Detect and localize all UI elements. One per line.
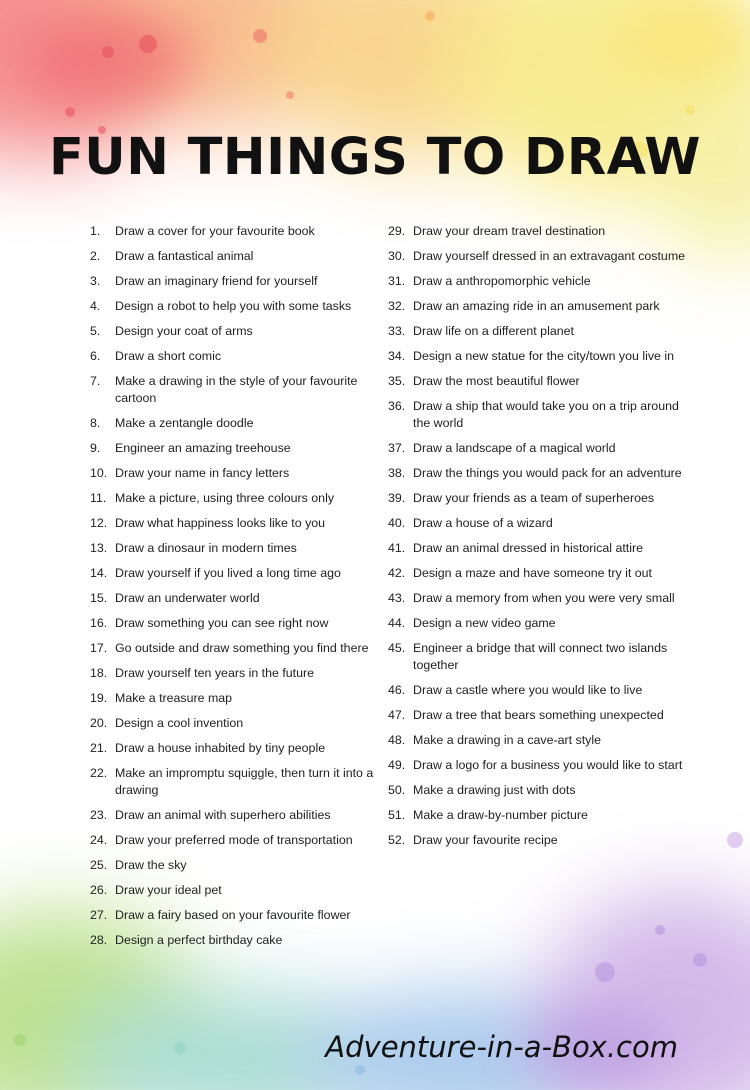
- list-item: [90, 273, 382, 290]
- item-number: 12.: [90, 516, 108, 530]
- item-text: Design a maze and have someone try it out: [413, 566, 652, 580]
- item-number: 21.: [90, 741, 108, 755]
- item-text: Design a new statue for the city/town you live in: [413, 349, 675, 363]
- item-number: 14.: [90, 566, 108, 580]
- item-text: Draw your ideal pet: [115, 883, 222, 897]
- list-item: [90, 490, 382, 507]
- item-number: 15.: [90, 591, 108, 605]
- item-text: Draw the sky: [115, 858, 187, 872]
- item-text: Draw a short comic: [115, 349, 222, 363]
- list-item: [90, 690, 382, 707]
- item-number: 7.: [90, 374, 101, 388]
- item-number: 41.: [388, 541, 406, 555]
- list-item: [90, 415, 382, 432]
- item-number: 27.: [90, 908, 108, 922]
- item-number: 11.: [90, 491, 107, 505]
- item-number: 16.: [90, 616, 108, 630]
- item-number: 44.: [388, 616, 406, 630]
- item-text: Draw a logo for a business you would like to start: [413, 758, 683, 772]
- item-text: Draw the most beautiful flower: [413, 374, 580, 388]
- list-item: [388, 832, 688, 849]
- item-text: Draw a ship that would take you on a trip around the world: [413, 399, 679, 430]
- item-text: Draw a tree that bears something unexpected: [413, 708, 664, 722]
- list-item: [90, 857, 382, 874]
- list-item: [388, 782, 688, 799]
- item-number: 18.: [90, 666, 108, 680]
- item-text: Make an impromptu squiggle, then turn it into a drawing: [115, 766, 374, 797]
- item-text: Draw an animal with superhero abilities: [115, 808, 331, 822]
- item-text: Draw your preferred mode of transportation: [115, 833, 353, 847]
- item-number: 6.: [90, 349, 101, 363]
- item-text: Draw your favourite recipe: [413, 833, 558, 847]
- item-text: Draw a fantastical animal: [115, 249, 254, 263]
- page-title: FUN THINGS TO DRAW: [48, 128, 702, 187]
- item-text: Draw an amazing ride in an amusement park: [413, 299, 660, 313]
- item-text: Draw what happiness looks like to you: [115, 516, 326, 530]
- item-text: Draw your name in fancy letters: [115, 466, 290, 480]
- list-item: [388, 248, 688, 265]
- list-item: [388, 640, 688, 674]
- item-number: 31.: [388, 274, 406, 288]
- list-item: [90, 932, 382, 949]
- item-text: Draw yourself dressed in an extravagant costume: [413, 249, 686, 263]
- item-text: Design a perfect birthday cake: [115, 933, 283, 947]
- list-item: [90, 323, 382, 340]
- item-text: Draw your friends as a team of superheroes: [413, 491, 655, 505]
- list-item: [388, 757, 688, 774]
- item-text: Design a robot to help you with some tasks: [115, 299, 352, 313]
- list-item: [90, 765, 382, 799]
- item-text: Draw your dream travel destination: [413, 224, 606, 238]
- item-number: 10.: [90, 466, 108, 480]
- list-item: [388, 373, 688, 390]
- item-text: Design your coat of arms: [115, 324, 253, 338]
- list-item: [388, 515, 688, 532]
- things-list-right: [388, 223, 688, 857]
- item-number: 28.: [90, 933, 108, 947]
- list-item: [388, 298, 688, 315]
- item-number: 20.: [90, 716, 108, 730]
- list-item: [388, 490, 688, 507]
- item-number: 50.: [388, 783, 406, 797]
- list-item: [388, 398, 688, 432]
- item-text: Design a new video game: [413, 616, 556, 630]
- item-text: Draw an animal dressed in historical attire: [413, 541, 644, 555]
- item-number: 32.: [388, 299, 406, 313]
- item-number: 52.: [388, 833, 406, 847]
- item-number: 23.: [90, 808, 108, 822]
- list-item: [388, 323, 688, 340]
- list-item: [388, 273, 688, 290]
- item-number: 35.: [388, 374, 406, 388]
- list-item: [90, 373, 382, 407]
- list-item: [90, 348, 382, 365]
- item-number: 26.: [90, 883, 108, 897]
- list-item: [388, 707, 688, 724]
- list-item: [388, 615, 688, 632]
- item-number: 13.: [90, 541, 108, 555]
- item-number: 8.: [90, 416, 101, 430]
- item-number: 46.: [388, 683, 406, 697]
- list-item: [388, 440, 688, 457]
- item-number: 39.: [388, 491, 406, 505]
- item-text: Make a zentangle doodle: [115, 416, 254, 430]
- item-number: 1.: [90, 224, 101, 238]
- item-text: Go outside and draw something you find there: [115, 641, 369, 655]
- item-text: Draw an underwater world: [115, 591, 260, 605]
- item-number: 24.: [90, 833, 108, 847]
- item-number: 9.: [90, 441, 101, 455]
- item-number: 43.: [388, 591, 406, 605]
- item-number: 48.: [388, 733, 406, 747]
- list-item: [388, 223, 688, 240]
- item-number: 47.: [388, 708, 406, 722]
- item-number: 22.: [90, 766, 108, 780]
- item-text: Make a drawing just with dots: [413, 783, 576, 797]
- item-number: 38.: [388, 466, 406, 480]
- website-footer: Adventure-in-a-Box.com: [325, 1030, 678, 1064]
- list-item: [90, 907, 382, 924]
- list-item: [90, 615, 382, 632]
- item-text: Engineer an amazing treehouse: [115, 441, 291, 455]
- item-text: Make a picture, using three colours only: [115, 491, 335, 505]
- item-number: 4.: [90, 299, 101, 313]
- things-list-left: [90, 223, 382, 957]
- item-number: 37.: [388, 441, 406, 455]
- item-text: Make a drawing in the style of your favourite cartoon: [115, 374, 358, 405]
- item-number: 25.: [90, 858, 108, 872]
- list-item: [90, 223, 382, 240]
- item-number: 5.: [90, 324, 101, 338]
- list-item: [90, 565, 382, 582]
- item-text: Draw a anthropomorphic vehicle: [413, 274, 591, 288]
- item-text: Draw a house of a wizard: [413, 516, 553, 530]
- item-text: Draw something you can see right now: [115, 616, 329, 630]
- list-item: [90, 298, 382, 315]
- item-text: Draw an imaginary friend for yourself: [115, 274, 318, 288]
- item-number: 19.: [90, 691, 108, 705]
- item-text: Draw a landscape of a magical world: [413, 441, 616, 455]
- item-number: 49.: [388, 758, 406, 772]
- list-item: [388, 807, 688, 824]
- list-item: [90, 640, 382, 657]
- item-number: 2.: [90, 249, 101, 263]
- list-item: [388, 540, 688, 557]
- item-text: Design a cool invention: [115, 716, 244, 730]
- list-item: [388, 590, 688, 607]
- list-item: [388, 732, 688, 749]
- item-text: Draw yourself ten years in the future: [115, 666, 315, 680]
- item-text: Draw a memory from when you were very small: [413, 591, 675, 605]
- item-text: Engineer a bridge that will connect two islands together: [413, 641, 668, 672]
- item-text: Make a drawing in a cave-art style: [413, 733, 602, 747]
- item-number: 3.: [90, 274, 101, 288]
- item-text: Draw a dinosaur in modern times: [115, 541, 297, 555]
- item-text: Draw a house inhabited by tiny people: [115, 741, 326, 755]
- item-text: Draw a fairy based on your favourite flower: [115, 908, 351, 922]
- list-item: [90, 590, 382, 607]
- item-number: 51.: [388, 808, 406, 822]
- item-number: 29.: [388, 224, 406, 238]
- list-item: [388, 465, 688, 482]
- list-item: [90, 715, 382, 732]
- list-item: [90, 832, 382, 849]
- item-text: Make a treasure map: [115, 691, 233, 705]
- list-item: [388, 565, 688, 582]
- list-item: [90, 740, 382, 757]
- item-number: 42.: [388, 566, 406, 580]
- list-item: [90, 882, 382, 899]
- list-item: [90, 665, 382, 682]
- item-text: Draw yourself if you lived a long time ago: [115, 566, 341, 580]
- list-item: [90, 248, 382, 265]
- list-item: [90, 807, 382, 824]
- list-item: [388, 348, 688, 365]
- item-text: Draw a cover for your favourite book: [115, 224, 315, 238]
- item-number: 36.: [388, 399, 406, 413]
- list-item: [90, 540, 382, 557]
- item-number: 17.: [90, 641, 108, 655]
- item-text: Draw life on a different planet: [413, 324, 574, 338]
- item-text: Draw a castle where you would like to live: [413, 683, 643, 697]
- item-text: Make a draw-by-number picture: [413, 808, 588, 822]
- item-number: 40.: [388, 516, 406, 530]
- list-item: [90, 515, 382, 532]
- list-item: [90, 440, 382, 457]
- item-number: 30.: [388, 249, 406, 263]
- item-number: 34.: [388, 349, 406, 363]
- item-text: Draw the things you would pack for an adventure: [413, 466, 682, 480]
- item-number: 33.: [388, 324, 406, 338]
- list-item: [90, 465, 382, 482]
- item-number: 45.: [388, 641, 406, 655]
- list-item: [388, 682, 688, 699]
